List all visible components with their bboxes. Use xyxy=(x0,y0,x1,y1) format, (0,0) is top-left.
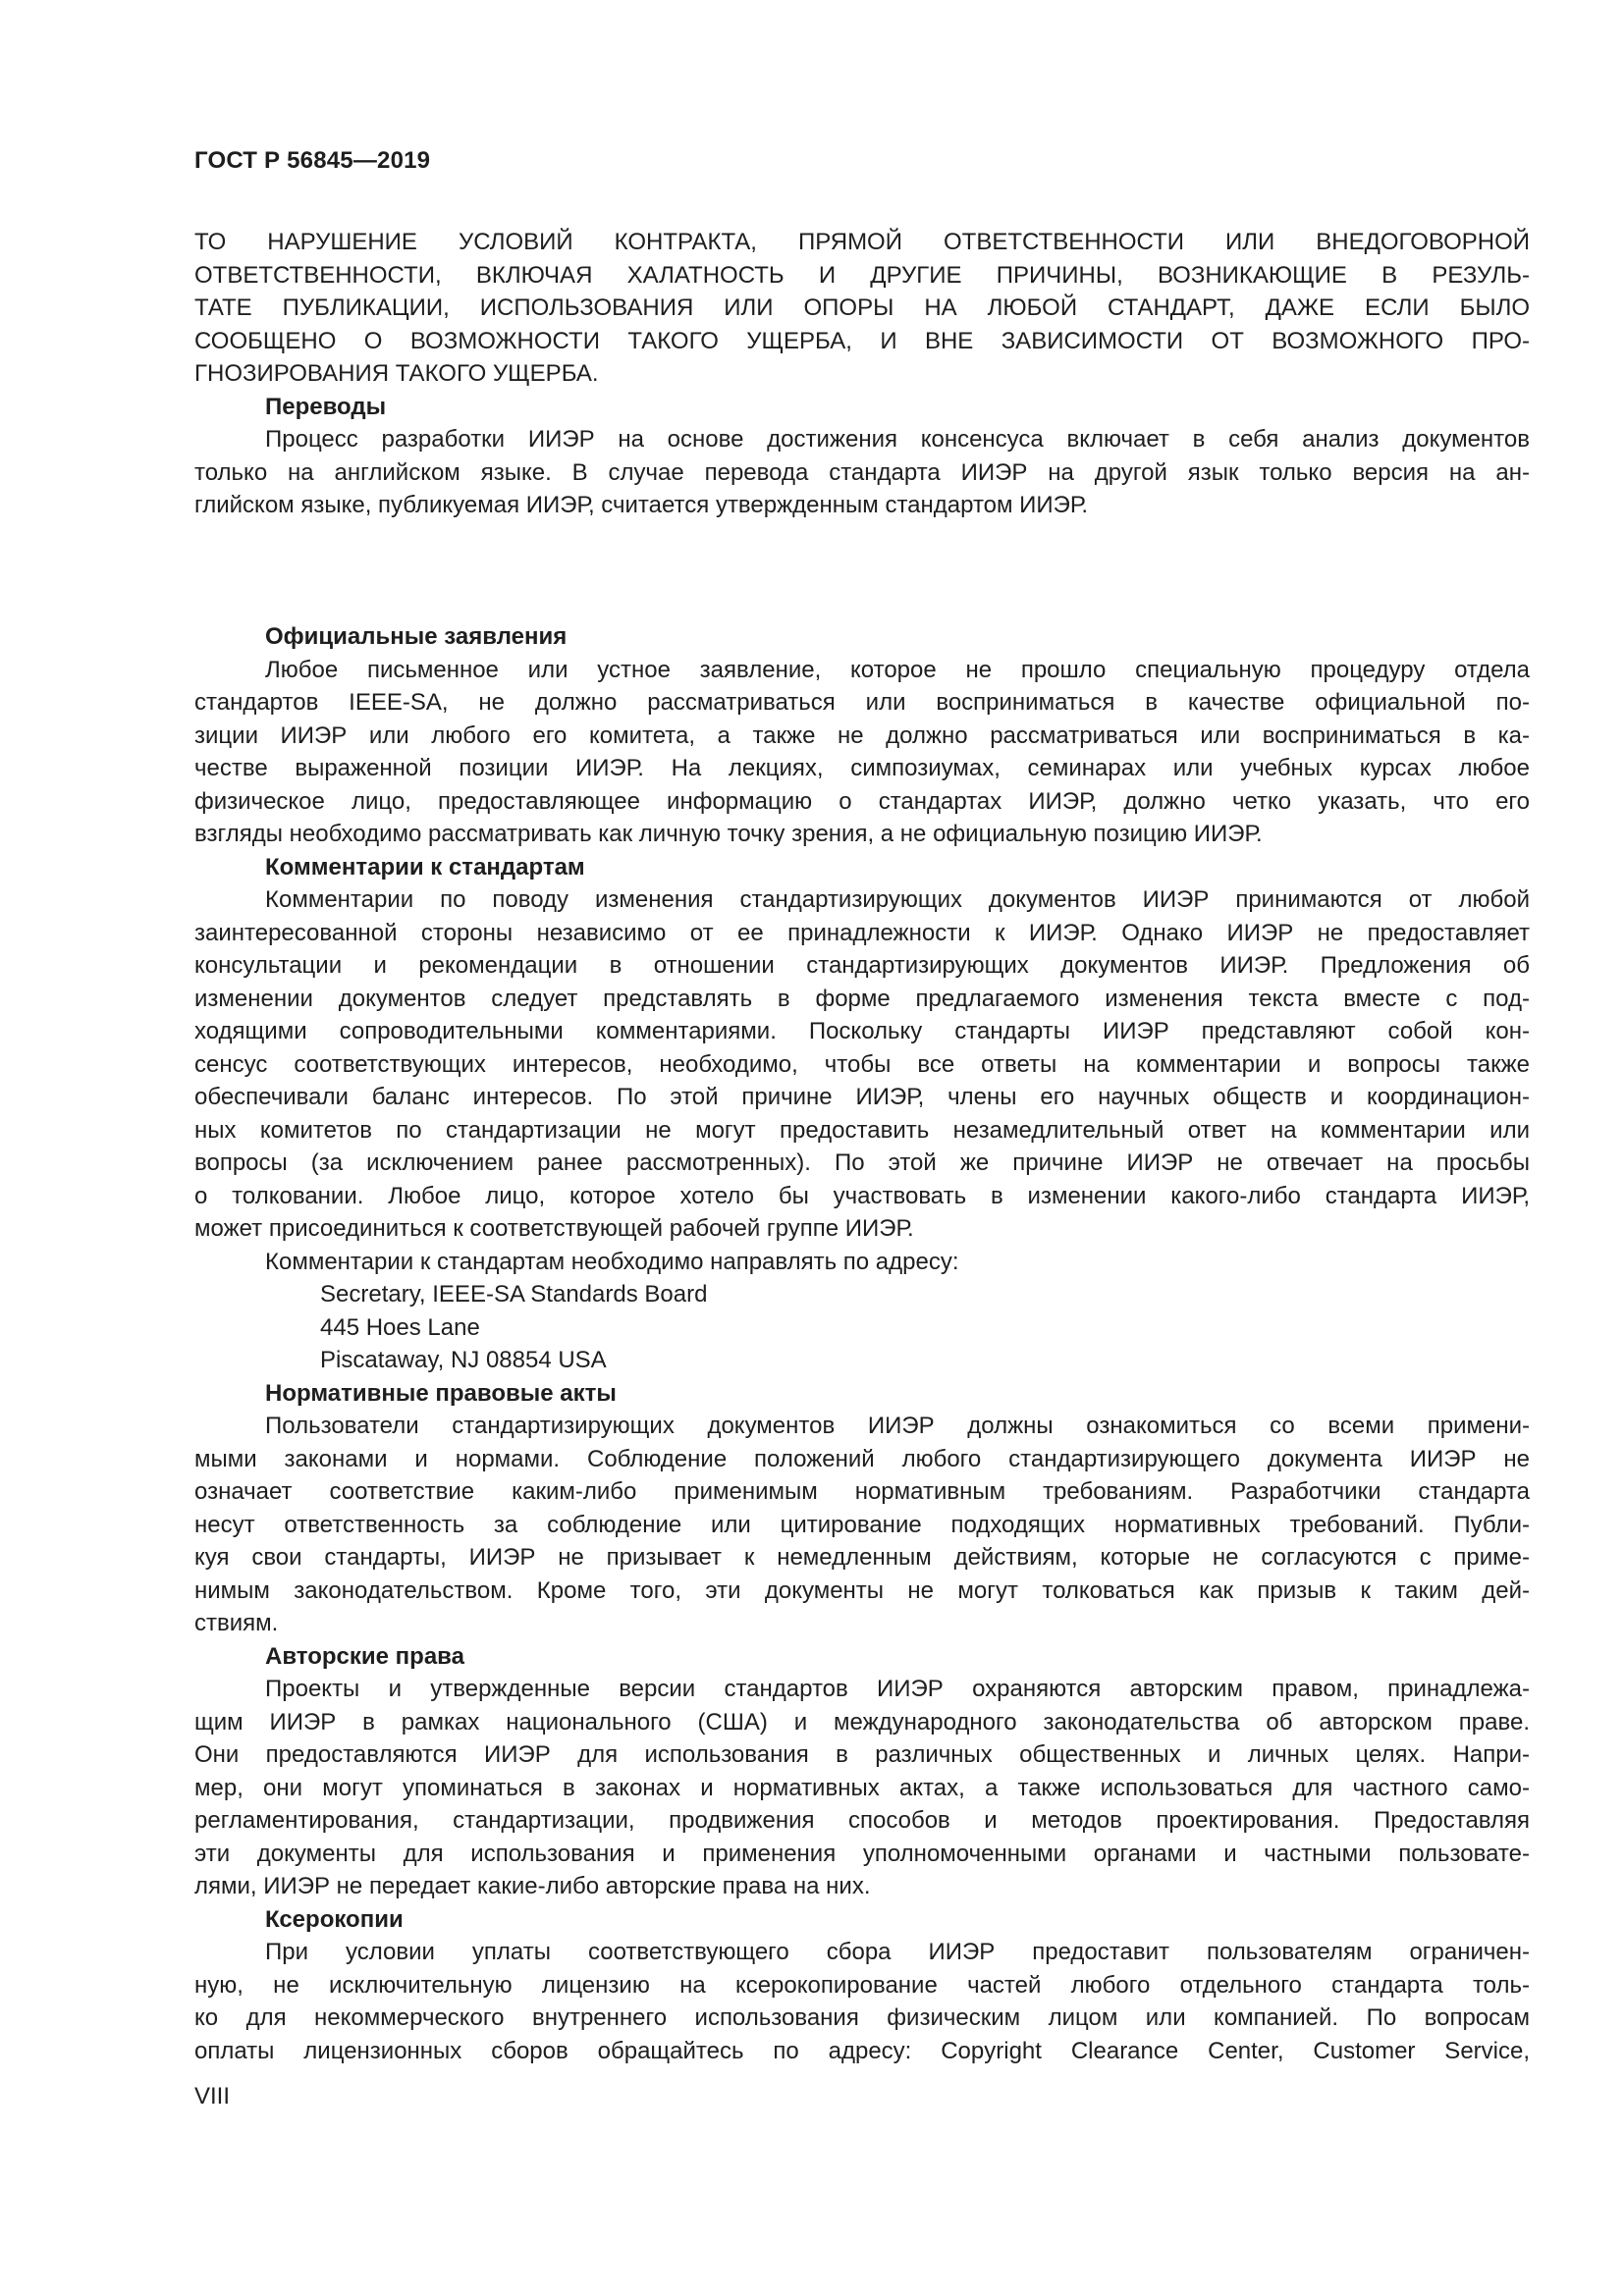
text-line: физическое лицо, предоставляющее информацию о стандартах ИИЭР, должно четко указать, что его xyxy=(194,787,1530,815)
text-line: мыми законами и нормами. Соблюдение положений любого стандартизирующего документа ИИЭР не xyxy=(194,1445,1530,1472)
text-line: ных комитетов по стандартизации не могут предоставить незамедлительный ответ на комментарии или xyxy=(194,1116,1530,1144)
text-line: СООБЩЕНО О ВОЗМОЖНОСТИ ТАКОГО УЩЕРБА, И ВНЕ ЗАВИСИМОСТИ ОТ ВОЗМОЖНОГО ПРО- xyxy=(194,327,1530,354)
section-heading-official: Официальные заявления xyxy=(265,623,568,650)
section-heading-xerox: Ксерокопии xyxy=(265,1905,404,1933)
text-line: ГНОЗИРОВАНИЯ ТАКОГО УЩЕРБА. xyxy=(194,360,599,387)
text-line: Они предоставляются ИИЭР для использования в различных общественных и личных целях. Напри- xyxy=(194,1741,1530,1768)
text-line: ТАТЕ ПУБЛИКАЦИИ, ИСПОЛЬЗОВАНИЯ ИЛИ ОПОРЫ НА ЛЮБОЙ СТАНДАРТ, ДАЖЕ ЕСЛИ БЫЛО xyxy=(194,294,1530,321)
text-line: может присоединиться к соответствующей рабочей группе ИИЭР. xyxy=(194,1215,914,1242)
address-line: Piscataway, NJ 08854 USA xyxy=(320,1347,607,1373)
text-line: Пользователи стандартизирующих документов ИИЭР должны ознакомиться со всеми примени- xyxy=(265,1413,1530,1439)
text-line: эти документы для использования и применения уполномоченными органами и частными пользовате- xyxy=(194,1840,1530,1867)
text-line: честве выраженной позиции ИИЭР. На лекциях, симпозиумах, семинарах или учебных курсах любое xyxy=(194,755,1530,781)
section-heading-translations: Переводы xyxy=(265,393,387,420)
text-line: ко для некоммерческого внутреннего использования физическим лицом или компанией. По вопросам xyxy=(194,2004,1530,2031)
main-body xyxy=(194,620,1530,2067)
text-line: стандартов IEEE-SA, не должно рассматриваться или восприниматься в качестве официальной по- xyxy=(194,689,1530,716)
text-line: зиции ИИЭР или любого его комитета, а также не должно рассматриваться или восприниматься в ка- xyxy=(194,721,1530,749)
text-line: Проекты и утвержденные версии стандартов ИИЭР охраняются авторским правом, принадлежа- xyxy=(265,1676,1530,1702)
text-line: Комментарии по поводу изменения стандартизирующих документов ИИЭР принимаются от любой xyxy=(265,886,1530,913)
text-line: о толковании. Любое лицо, которое хотело бы участвовать в изменении какого-либо стандарта ИИЭР, xyxy=(194,1182,1530,1209)
text-line: несут ответственность за соблюдение или цитирование подходящих нормативных требований. Публи- xyxy=(194,1511,1530,1538)
text-line: куя свои стандарты, ИИЭР не призывает к немедленным действиям, которые не согласуются с приме- xyxy=(194,1544,1530,1571)
text-line: ную, не исключительную лицензию на ксерокопирование частей любого отдельного стандарта толь- xyxy=(194,1971,1530,1999)
text-line: ходящими сопроводительными комментариями. Поскольку стандарты ИИЭР представляют собой кон- xyxy=(194,1018,1530,1044)
address-line: 445 Hoes Lane xyxy=(320,1313,480,1341)
text-line: Любое письменное или устное заявление, которое не прошло специальную процедуру отдела xyxy=(265,656,1530,683)
text-line: Процесс разработки ИИЭР на основе достижения консенсуса включает в себя анализ документов xyxy=(265,426,1530,453)
section-heading-regulations: Нормативные правовые акты xyxy=(265,1379,617,1407)
section-heading-copyright: Авторские права xyxy=(265,1642,464,1670)
text-line: ствиям. xyxy=(194,1610,279,1636)
text-line: нимым законодательством. Кроме того, эти документы не могут толковаться как призыв к таким дей- xyxy=(194,1576,1530,1604)
text-line: только на английском языке. В случае перевода стандарта ИИЭР на другой язык только версия на ан- xyxy=(194,458,1530,486)
document-code: ГОСТ Р 56845—2019 xyxy=(194,147,431,174)
text-line: обеспечивали баланс интересов. По этой причине ИИЭР, члены его научных обществ и координацион- xyxy=(194,1084,1530,1110)
text-line: ТО НАРУШЕНИЕ УСЛОВИЙ КОНТРАКТА, ПРЯМОЙ ОТВЕТСТВЕННОСТИ ИЛИ ВНЕДОГОВОРНОЙ xyxy=(194,229,1530,255)
text-line: глийском языке, публикуемая ИИЭР, считается утвержденным стандартом ИИЭР. xyxy=(194,492,1089,518)
text-line: регламентирования, стандартизации, продвижения способов и методов проектирования. Предоставляя xyxy=(194,1807,1530,1834)
intro-disclaimer xyxy=(194,226,1530,522)
text-line: оплаты лицензионных сборов обращайтесь по адресу: Copyright Clearance Center, Customer Service, xyxy=(194,2037,1530,2064)
text-line: консультации и рекомендации в отношении стандартизирующих документов ИИЭР. Предложения об xyxy=(194,952,1530,979)
text-line: означает соответствие каким-либо применимым нормативным требованиям. Разработчики стандарта xyxy=(194,1478,1530,1505)
address-intro: Комментарии к стандартам необходимо направлять по адресу: xyxy=(265,1248,959,1275)
page-number: VIII xyxy=(194,2083,231,2109)
text-line: щим ИИЭР в рамках национального (США) и международного законодательства об авторском праве. xyxy=(194,1708,1530,1735)
text-line: мер, они могут упоминаться в законах и нормативных актах, а также использоваться для частного само- xyxy=(194,1774,1530,1801)
address-line: Secretary, IEEE-SA Standards Board xyxy=(320,1281,708,1308)
text-line: сенсус соответствующих интересов, необходимо, чтобы все ответы на комментарии и вопросы также xyxy=(194,1050,1530,1078)
text-line: вопросы (за исключением ранее рассмотренных). По этой же причине ИИЭР не отвечает на просьбы xyxy=(194,1149,1530,1176)
text-line: ОТВЕТСТВЕННОСТИ, ВКЛЮЧАЯ ХАЛАТНОСТЬ И ДРУГИЕ ПРИЧИНЫ, ВОЗНИКАЮЩИЕ В РЕЗУЛЬ- xyxy=(194,261,1530,289)
text-line: При условии уплаты соответствующего сбора ИИЭР предоставит пользователям ограничен- xyxy=(265,1939,1530,1965)
text-line: лями, ИИЭР не передает какие-либо авторские права на них. xyxy=(194,1873,871,1899)
text-line: заинтересованной стороны независимо от ее принадлежности к ИИЭР. Однако ИИЭР не предоставляет xyxy=(194,919,1530,946)
text-line: взгляды необходимо рассматривать как личную точку зрения, а не официальную позицию ИИЭР. xyxy=(194,821,1263,847)
section-heading-comments: Комментарии к стандартам xyxy=(265,853,585,881)
text-line: изменении документов следует представлять в форме предлагаемого изменения текста вместе с под- xyxy=(194,985,1530,1012)
